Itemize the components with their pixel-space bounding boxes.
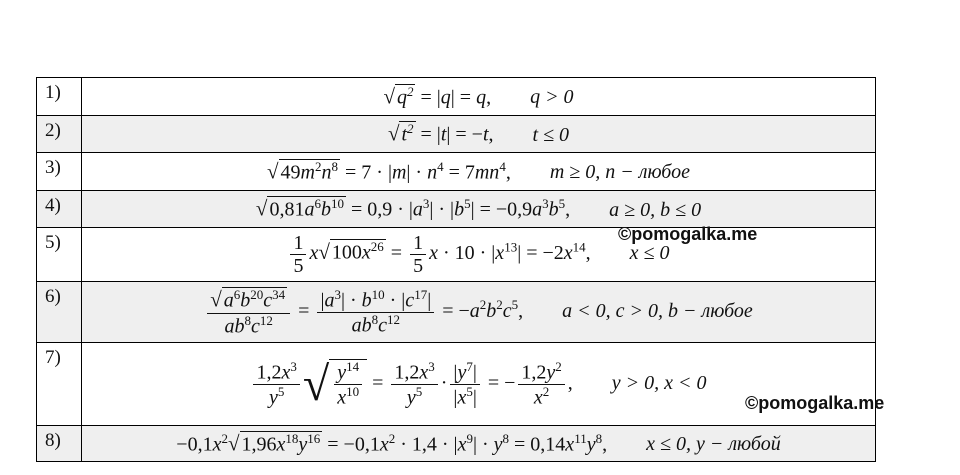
row-condition: x ≤ 0 xyxy=(629,242,670,265)
row-number: 2) xyxy=(37,116,82,153)
row-number: 7) xyxy=(37,343,82,426)
row-condition: m ≥ 0, n − любое xyxy=(549,161,690,184)
table-row xyxy=(37,78,876,116)
row-number: 4) xyxy=(37,191,82,228)
table-row xyxy=(37,153,876,191)
row-equation: √ $q^2 = |q| = q$, q > 0 xyxy=(82,78,876,116)
row-equation: √ $t^2 = |t| = -t$, t ≤ 0 xyxy=(82,116,876,153)
row-condition: x ≤ 0, y − любой xyxy=(646,433,781,456)
watermark: ©pomogalka.me xyxy=(745,393,885,413)
row-equation: $\frac{1}{5}$ x√ $100x^{26}$ = $\frac{1}{5}$ $x \cdot 10 \cdot |x^{13}| = -2x^{14}$, x ≤ 0 xyxy=(82,228,876,282)
row-equation: $\frac{√ a^6b^{20}c^{34}}{ab^8c^{12}}$ = $\frac{|a^3| \cdot b^{10} \cdot |c^{17}|}{ab^8c^{12}}$ = $-a^2b^2c^5$, a < 0, c > 0, b − любое xyxy=(82,282,876,343)
row-number: 3) xyxy=(37,153,82,191)
row-condition: t ≤ 0 xyxy=(532,123,570,146)
table-row xyxy=(37,282,876,343)
row-equation: √ $0,81a^6b^{10} = 0,9 \cdot |a^3| \cdot |b^5| = -0,9a^3b^5$, a ≥ 0, b ≤ 0 xyxy=(82,191,876,228)
row-condition: a ≥ 0, b ≤ 0 xyxy=(609,198,702,221)
row-number: 6) xyxy=(37,282,82,343)
table-row xyxy=(37,191,876,228)
table-row xyxy=(37,426,876,462)
row-condition: a < 0, c > 0, b − любое xyxy=(562,299,753,322)
row-condition: q > 0 xyxy=(530,86,574,109)
row-number: 1) xyxy=(37,78,82,116)
table-row xyxy=(37,116,876,153)
row-equation: $-0,1x^2√$ $1,96x^{18}y^{16} = -0,1x^2 \cdot 1,4 \cdot |x^9| \cdot y^8 = 0,14x^{11}y^8$, x ≤ 0, y − любой xyxy=(82,426,876,462)
row-number: 8) xyxy=(37,426,82,462)
watermark: ©pomogalka.me xyxy=(618,224,758,244)
row-condition: y > 0, x < 0 xyxy=(611,371,707,394)
row-equation: √ $49m^2n^8 = 7 \cdot |m| \cdot n^4 = 7mn^4$, m ≥ 0, n − любое xyxy=(82,153,876,191)
row-number: 5) xyxy=(37,228,82,282)
row-equation: $\frac{1,2x^3}{y^5}$ √ $\frac{y^{14}}{x^{10}}$ = $\frac{1,2x^3}{y^5}$ · $\frac{|y^7|}{|x^5|}$ = − $\frac{1,2y^2}{x^2}$ , y > 0, x < 0 xyxy=(82,343,876,426)
